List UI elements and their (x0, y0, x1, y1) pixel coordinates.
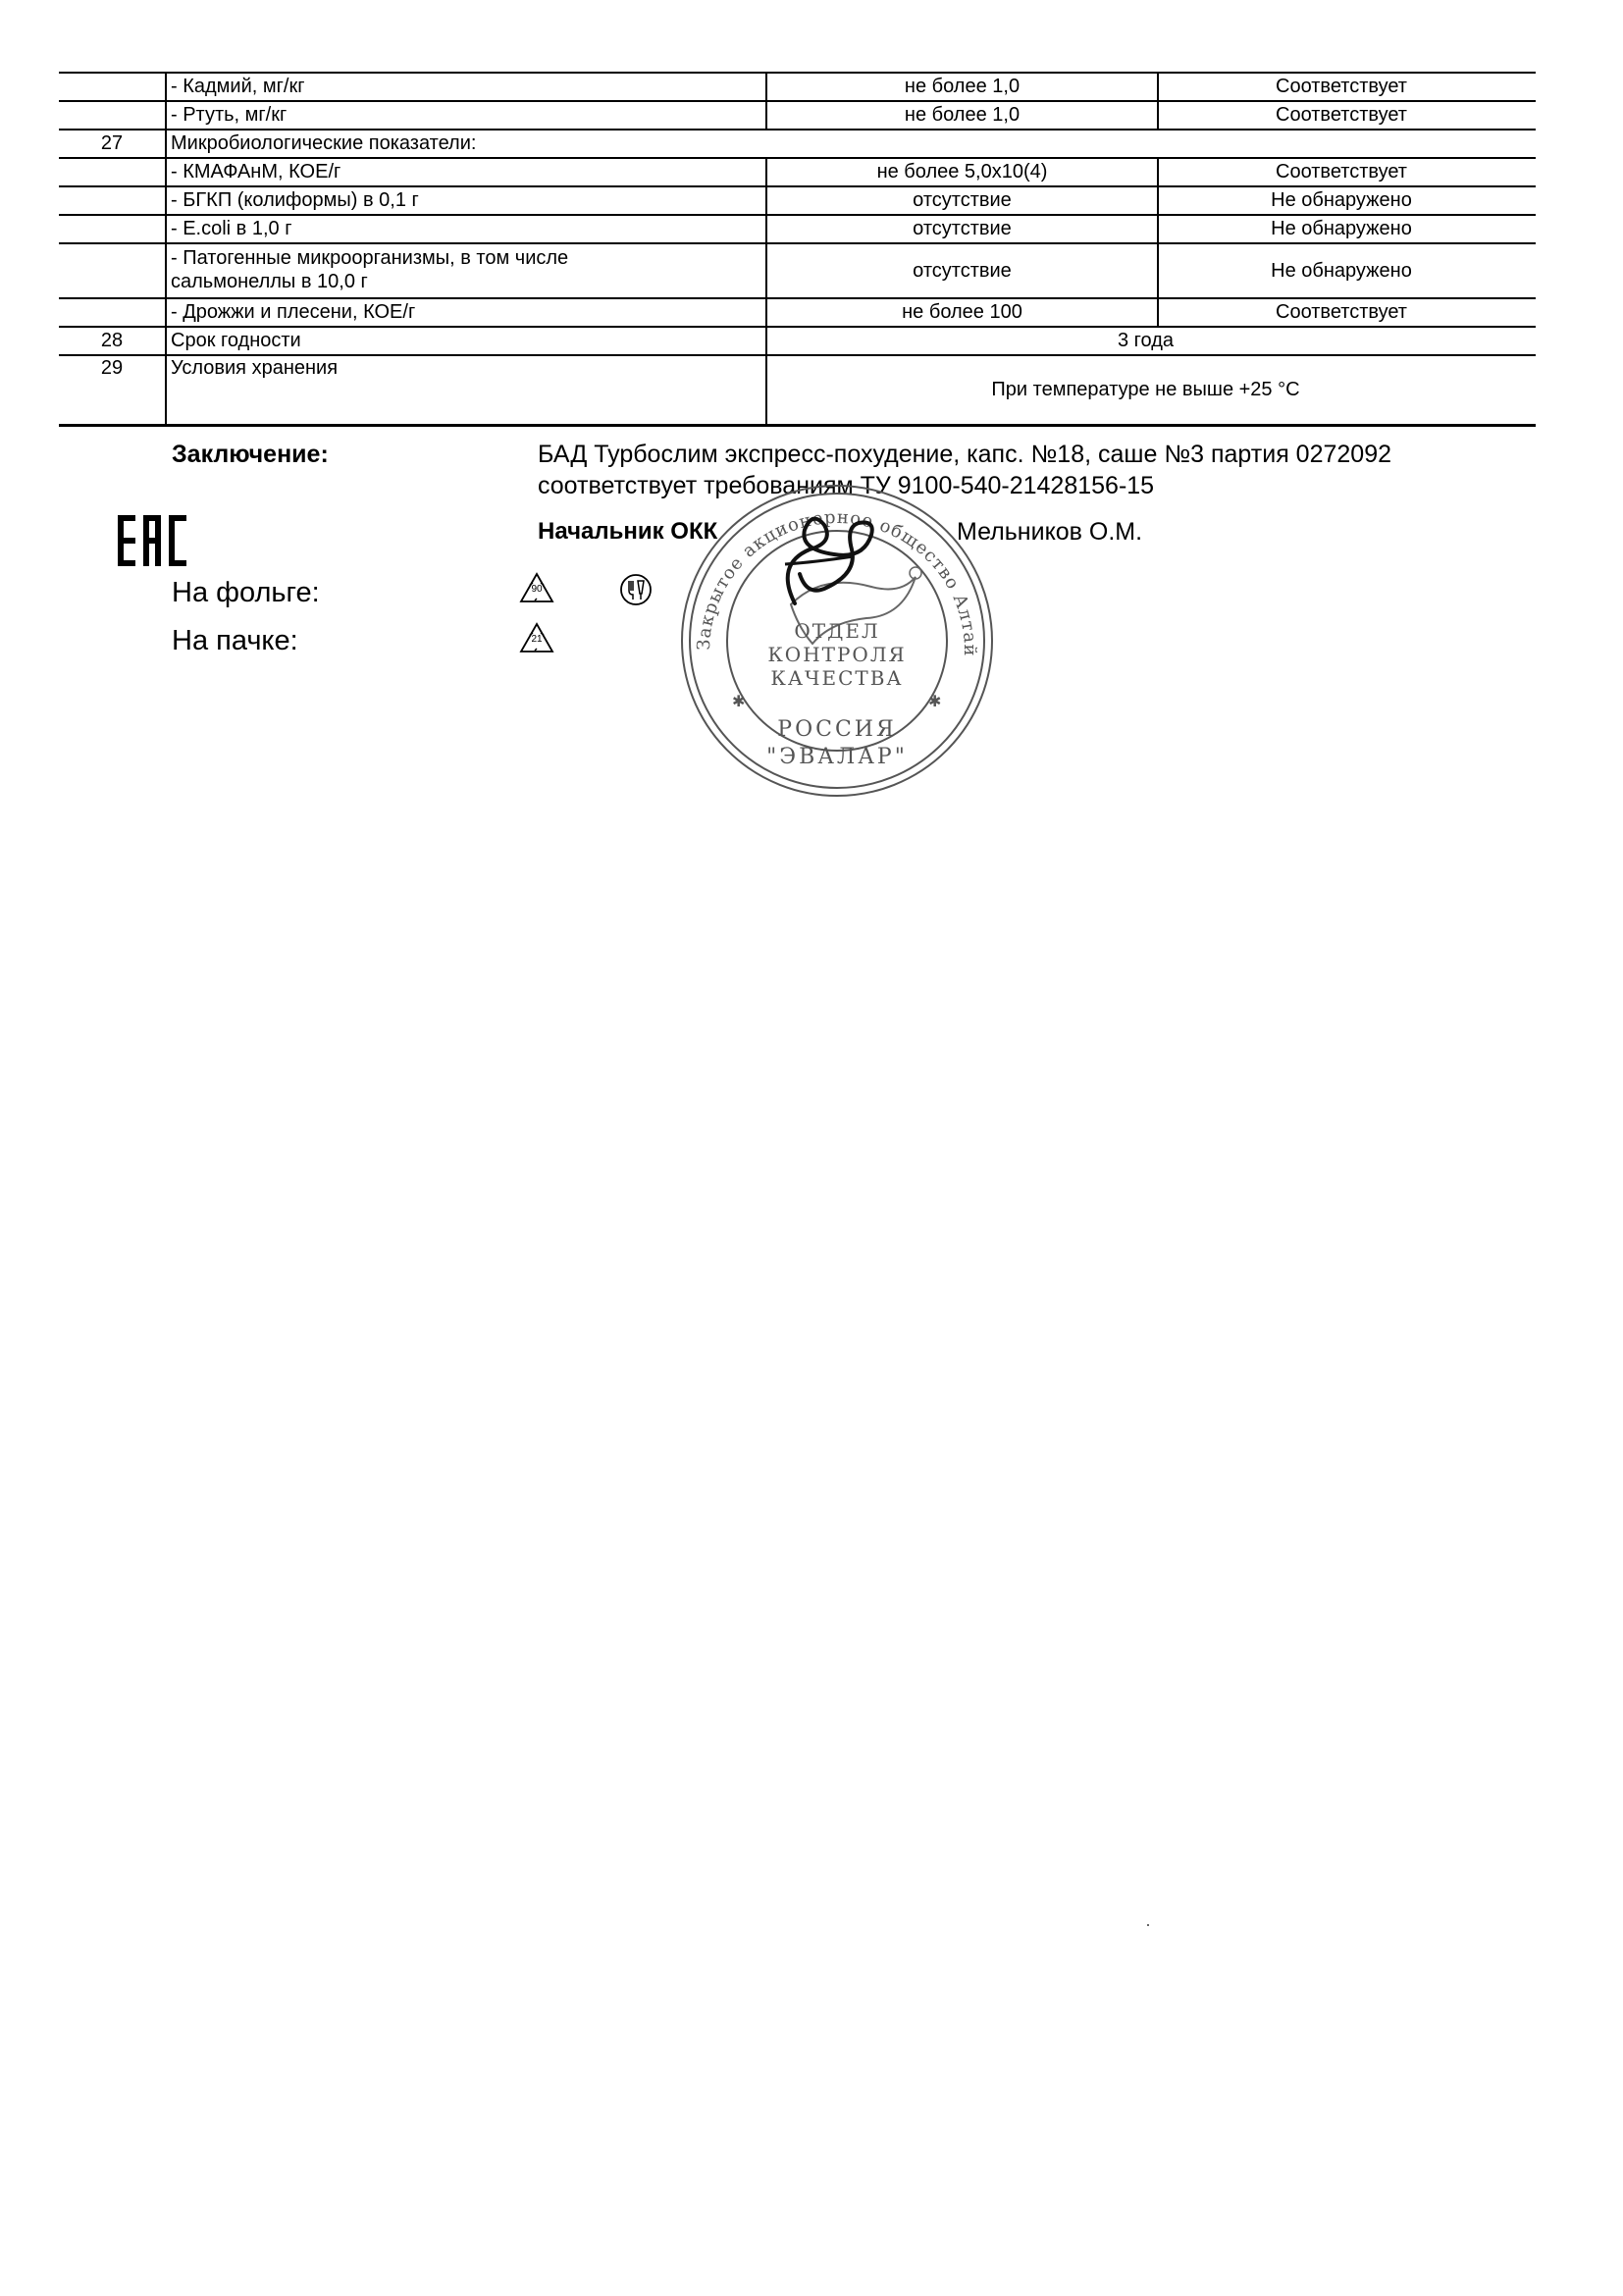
signature-title: Начальник ОКК (538, 518, 718, 545)
result-value: Не обнаружено (1157, 216, 1524, 242)
indicator-name: - Ртуть, мг/кг (165, 102, 765, 129)
indicator-name: Условия хранения (165, 356, 765, 424)
row-number (59, 299, 165, 326)
stamp-line-quality: КАЧЕСТВА (770, 666, 904, 690)
handwritten-signature (756, 505, 893, 618)
box-label: На пачке: (172, 625, 298, 656)
indicator-name: - БГКП (колиформы) в 0,1 г (165, 187, 765, 214)
indicator-name: - Дрожжи и плесени, КОЕ/г (165, 299, 765, 326)
stamp-star-icon: ✱ (928, 694, 942, 710)
row-number (59, 159, 165, 185)
norm-value: не более 1,0 (765, 102, 1157, 129)
recycling-triangle-icon (518, 571, 555, 611)
norm-value: отсутствие (765, 216, 1157, 242)
norm-value: отсутствие (765, 244, 1157, 297)
table-row (59, 72, 1536, 102)
table-row (59, 130, 1536, 159)
eac-mark (118, 515, 188, 571)
result-value: Соответствует (1157, 299, 1524, 326)
signature-name: Мельников О.М. (957, 518, 1143, 546)
conclusion-label: Заключение: (172, 441, 329, 468)
scan-dot (1147, 1924, 1149, 1926)
indicator-name: - КМАФАнМ, КОЕ/г (165, 159, 765, 185)
food-safe-icon (618, 572, 654, 612)
row-number: 27 (100, 132, 124, 154)
indicator-name: - E.coli в 1,0 г (165, 216, 765, 242)
indicator-name-line2: сальмонеллы в 10,0 г (171, 271, 368, 292)
norm-value: не более 5,0х10(4) (765, 159, 1157, 185)
foil-recycling-code: 90 (531, 584, 543, 595)
stamp-company: "ЭВАЛАР" (766, 745, 908, 769)
row-number: 28 (100, 330, 124, 351)
table-row (59, 244, 1536, 299)
merged-value: При температуре не выше +25 °С (765, 356, 1524, 424)
indicator-name: - Кадмий, мг/кг (165, 74, 765, 100)
table-row (59, 159, 1536, 187)
row-number (59, 244, 165, 297)
row-number (59, 187, 165, 214)
box-recycling-code: 21 (531, 634, 543, 645)
result-value: Не обнаружено (1157, 187, 1524, 214)
conclusion-line2: соответствует требованиям ТУ 9100-540-21428156-15 (538, 472, 1155, 499)
stamp-line-control: КОНТРОЛЯ (767, 643, 907, 666)
section-heading: Микробиологические показатели: (165, 130, 1536, 157)
table-row (59, 328, 1536, 356)
table-row (59, 216, 1536, 244)
indicator-name-line1: - Патогенные микроорганизмы, в том числе (171, 247, 569, 269)
result-value: Соответствует (1157, 74, 1524, 100)
table-row (59, 187, 1536, 216)
result-value: Соответствует (1157, 102, 1524, 129)
indicator-name (165, 244, 765, 297)
table-row (59, 102, 1536, 130)
norm-value: не более 1,0 (765, 74, 1157, 100)
table-row (59, 356, 1536, 427)
result-value: Не обнаружено (1157, 244, 1524, 297)
row-number (59, 102, 165, 129)
table-row (59, 299, 1536, 328)
foil-label: На фольге: (172, 577, 320, 608)
stamp-line-dept: ОТДЕЛ (794, 619, 880, 643)
stamp-outer-text: Закрытое акционерное общество Алтай (693, 506, 981, 657)
row-number (59, 216, 165, 242)
row-number: 29 (100, 357, 124, 379)
indicator-name: Срок годности (165, 328, 765, 354)
conclusion-line1: БАД Турбослим экспресс-похудение, капс. №18, саше №3 партия 0272092 (538, 441, 1392, 468)
result-value: Соответствует (1157, 159, 1524, 185)
merged-value: 3 года (765, 328, 1524, 354)
norm-value: отсутствие (765, 187, 1157, 214)
norm-value: не более 100 (765, 299, 1157, 326)
row-number (59, 74, 165, 100)
stamp-star-icon: ✱ (732, 694, 746, 710)
stamp-country: РОССИЯ (777, 717, 897, 742)
recycling-triangle-icon (518, 621, 555, 661)
results-table (59, 72, 1536, 427)
